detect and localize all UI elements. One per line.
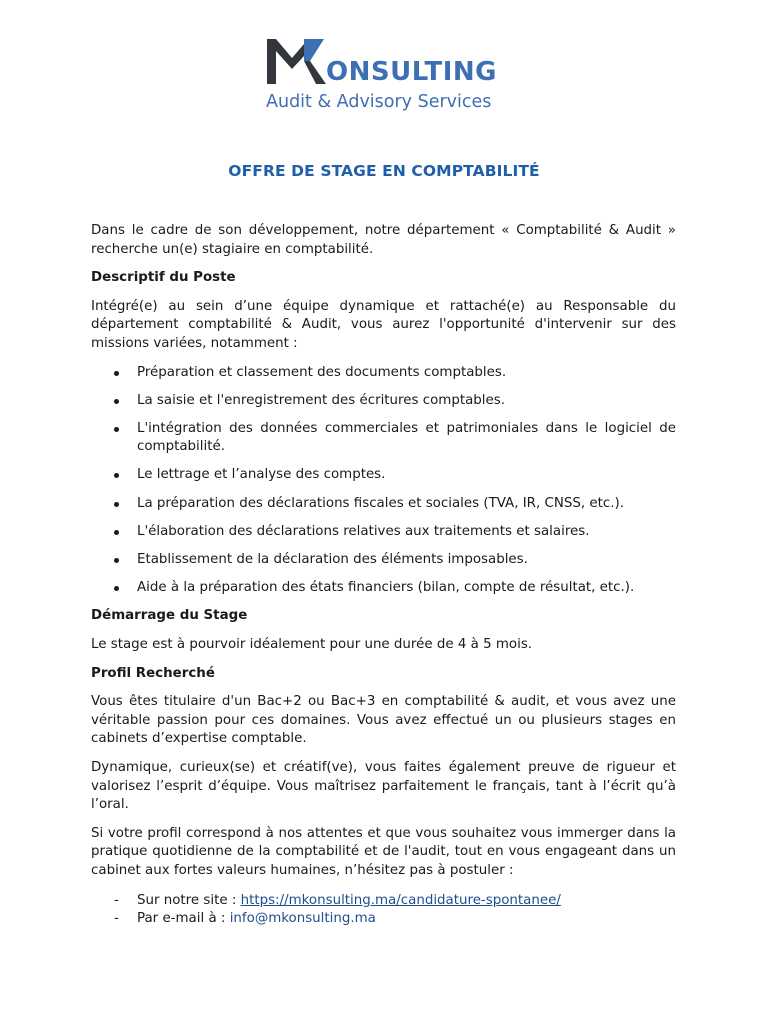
profil-paragraph-1: Vous êtes titulaire d'un Bac+2 ou Bac+3 en comptabilité & audit, et vous avez une véritable passion pour ces domaines. Vous avez effectué un ou plusieurs stages en cabinets d’expertise comptable. bbox=[91, 694, 676, 747]
list-item: La préparation des déclarations fiscales et sociales (TVA, IR, CNSS, etc.). bbox=[91, 495, 676, 514]
demarrage-paragraph: Le stage est à pourvoir idéalement pour une durée de 4 à 5 mois. bbox=[91, 637, 533, 652]
section-heading-profil: Profil Recherché bbox=[91, 665, 215, 681]
page-title: OFFRE DE STAGE EN COMPTABILITÉ bbox=[228, 162, 540, 180]
list-item: L'élaboration des déclarations relatives aux traitements et salaires. bbox=[91, 523, 676, 542]
apply-site-link[interactable]: https://mkonsulting.ma/candidature-spontanee/ bbox=[240, 892, 561, 908]
main-content bbox=[91, 222, 676, 929]
list-item: Aide à la préparation des états financiers (bilan, compte de résultat, etc.). bbox=[91, 579, 676, 598]
list-item: Etablissement de la déclaration des éléments imposables. bbox=[91, 551, 676, 570]
missions-list bbox=[91, 364, 676, 598]
list-item: L'intégration des données commerciales et patrimoniales dans le logiciel de comptabilité. bbox=[91, 420, 676, 457]
apply-list bbox=[91, 892, 676, 929]
list-item: Le lettrage et l’analyse des comptes. bbox=[91, 466, 676, 485]
descriptif-paragraph: Intégré(e) au sein d’une équipe dynamique et rattaché(e) au Responsable du département comptabilité & Audit, vous aurez l'opportunité d'intervenir sur des missions variées, notamment : bbox=[91, 298, 676, 351]
apply-email-item bbox=[91, 910, 676, 929]
section-heading-descriptif: Descriptif du Poste bbox=[91, 270, 236, 286]
apply-site-item bbox=[91, 892, 676, 911]
logo-subtitle: Audit & Advisory Services bbox=[266, 92, 492, 112]
mk-monogram-icon bbox=[264, 36, 334, 88]
list-item: Préparation et classement des documents comptables. bbox=[91, 364, 676, 383]
company-logo bbox=[264, 36, 514, 116]
profil-paragraph-2: Dynamique, curieux(se) et créatif(ve), vous faites également preuve de rigueur et valorisez l’esprit d’équipe. Vous maîtrisez parfaitement le français, tant à l’écrit qu’à l’oral. bbox=[91, 759, 676, 813]
apply-email-label: Par e-mail à : bbox=[137, 911, 230, 927]
intro-paragraph: Dans le cadre de son développement, notre département « Comptabilité & Audit » recherche un(e) stagiaire en comptabilité. bbox=[91, 223, 676, 257]
logo-wordmark: ONSULTING bbox=[326, 57, 497, 87]
list-item: La saisie et l'enregistrement des écritures comptables. bbox=[91, 392, 676, 411]
section-heading-demarrage: Démarrage du Stage bbox=[91, 608, 248, 624]
profil-paragraph-3: Si votre profil correspond à nos attentes et que vous souhaitez vous immerger dans la pratique quotidienne de la comptabilité et de l'audit, tout en vous engageant dans un cabinet aux fortes valeurs humaines, n’hésitez pas à postuler : bbox=[91, 825, 676, 878]
apply-email-link[interactable]: info@mkonsulting.ma bbox=[229, 911, 376, 927]
apply-site-label: Sur notre site : bbox=[137, 892, 241, 908]
